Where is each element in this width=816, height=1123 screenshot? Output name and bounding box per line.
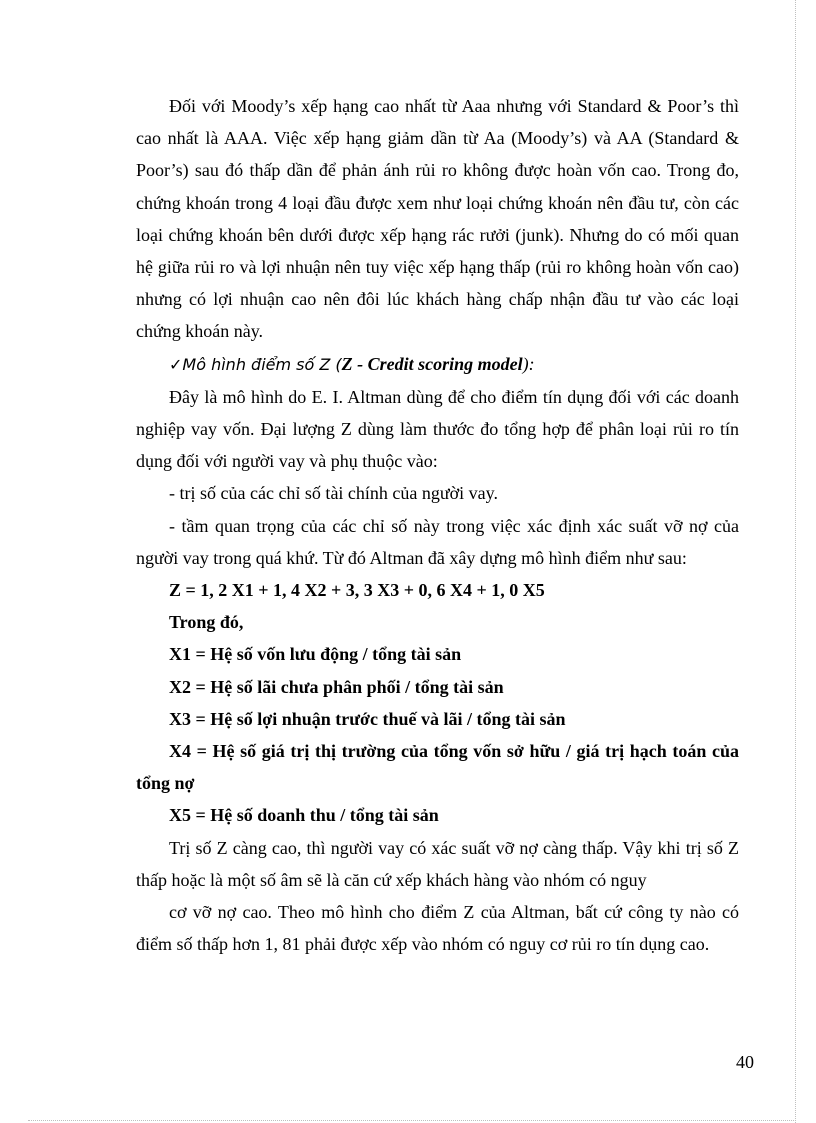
page-border-right — [795, 0, 796, 1123]
formula-z: Z = 1, 2 X1 + 1, 4 X2 + 3, 3 X3 + 0, 6 X4 + 1, 0 X5 — [169, 580, 545, 601]
list-item-importance: - tầm quan trọng của các chỉ số này trong việc xác định xác suất vỡ nợ của người vay trong quá khứ. Từ đó Altman đã xây dựng mô hình điểm như sau: — [136, 515, 739, 568]
section-heading-z-model — [136, 348, 739, 381]
definition-x5: X5 = Hệ số doanh thu / tổng tài sản — [169, 805, 439, 826]
paragraph-altman-intro: Đây là mô hình do E. I. Altman dùng để cho điểm tín dụng đối với các doanh nghiệp vay vốn. Đại lượng Z dùng làm thước đo tổng hợp để phân loại rủi ro tín dụng đối với người vay và phụ thuộc vào: — [136, 386, 739, 472]
heading-tail: ): — [522, 353, 535, 374]
heading-lead: ✓Mô hình điểm số Z ( — [169, 354, 342, 374]
page-number: 40 — [736, 1052, 754, 1072]
definition-x3: X3 = Hệ số lợi nhuận trước thuế và lãi / tổng tài sản — [169, 708, 566, 729]
definition-x4: X4 = Hệ số giá trị thị trường của tổng vốn sở hữu / giá trị hạch toán của tổng nợ — [136, 741, 739, 794]
paragraph-z-interpretation: Trị số Z càng cao, thì người vay có xác suất vỡ nợ càng thấp. Vậy khi trị số Z thấp hoặc là một số âm sẽ là căn cứ xếp khách hàng vào nhóm có nguy — [136, 837, 739, 890]
definition-x2: X2 = Hệ số lãi chưa phân phối / tổng tài sản — [169, 676, 504, 697]
definition-x1: X1 = Hệ số vốn lưu động / tổng tài sản — [169, 644, 462, 665]
formula-where: Trong đó, — [169, 612, 244, 633]
page-body — [136, 90, 739, 960]
paragraph-ratings: Đối với Moody’s xếp hạng cao nhất từ Aaa nhưng với Standard & Poor’s thì cao nhất là AAA. Việc xếp hạng giảm dần từ Aa (Moody’s) và AA (Standard & Poor’s) sau đó thấp dần để phản ánh rủi ro không được hoàn vốn cao. Trong đo, chứng khoán trong 4 loại đầu được xem như loại chứng khoán nên đầu tư, còn các loại chứng khoán bên dưới được xếp hạng rác rưởi (junk). Nhưng do có mối quan hệ giữa rủi ro và lợi nhuận nên tuy việc xếp hạng thấp (rủi ro không hoàn vốn cao) nhưng có lợi nhuận cao nên đôi lúc khách hàng chấp nhận đầu tư vào các loại chứng khoán này. — [136, 96, 739, 342]
list-item-financial-ratios: - trị số của các chỉ số tài chính của người vay. — [169, 483, 498, 504]
paragraph-z-threshold: cơ vỡ nợ cao. Theo mô hình cho điểm Z của Altman, bất cứ công ty nào có điểm số thấp hơn 1, 81 phải được xếp vào nhóm có nguy cơ rủi ro tín dụng cao. — [136, 902, 739, 955]
heading-model-name: Z - Credit scoring model — [341, 353, 523, 374]
page-border-bottom — [28, 1120, 796, 1121]
